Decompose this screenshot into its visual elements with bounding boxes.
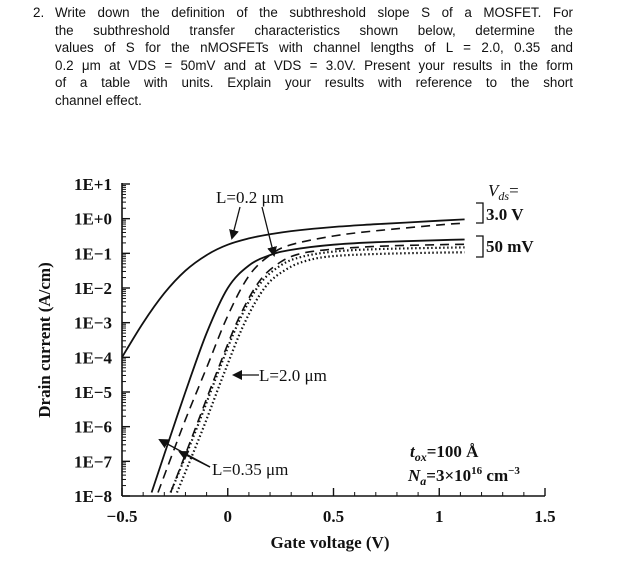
x-tick-labels: [107, 507, 556, 526]
x-axis-label: Gate voltage (V): [270, 533, 390, 552]
na-unit: cm: [482, 466, 509, 485]
x-tick-label: 0.5: [322, 507, 345, 526]
na-symbol: N: [408, 466, 421, 485]
vds-high-label: 3.0 V: [486, 205, 524, 224]
y-tick-label: 1E−3: [73, 313, 112, 333]
question-line: channel effect.: [55, 92, 142, 108]
x-tick-label: 1: [435, 507, 444, 526]
na-subscript: a: [420, 474, 427, 488]
na-exponent: 16: [471, 465, 483, 477]
y-tick-label: 1E−4: [73, 348, 112, 368]
y-tick-labels: [74, 175, 113, 506]
x-tick-label: 1.5: [534, 507, 556, 526]
x-tick-label: 0: [223, 507, 232, 526]
na-value: =3×10: [426, 466, 472, 485]
tox-label: [410, 442, 479, 464]
x-tick-label: −0.5: [106, 507, 138, 526]
annotation-l20: L=2.0 μm: [259, 366, 327, 385]
y-axis-label: Drain current (A/cm): [35, 262, 54, 418]
na-label: [407, 465, 520, 488]
vds-subscript: ds: [498, 189, 510, 203]
annotation-l02: L=0.2 μm: [216, 188, 284, 207]
y-tick-label: 1E−1: [73, 244, 112, 264]
vds-equals: =: [509, 181, 519, 200]
axis-ticks: [122, 184, 545, 496]
question-line: 0.2 μm at VDS = 50mV and at VDS = 3.0V. Present your results in the form: [55, 57, 573, 73]
y-tick-label: 1E−6: [73, 417, 112, 437]
y-tick-label: 1E−7: [73, 452, 112, 472]
bracket-high: [476, 203, 483, 223]
arrow-l02-b: [262, 207, 274, 255]
question-line: of a table with units. Explain your results with reference to the short: [55, 75, 573, 90]
annotation-l035: L=0.35 μm: [212, 460, 289, 479]
arrow-l035-b: [180, 452, 210, 467]
y-tick-label: 1E+0: [73, 209, 112, 229]
question-line: values of S for the nMOSFETs with channel lengths of L = 2.0, 0.35 and: [55, 40, 573, 55]
y-tick-label: 1E+1: [73, 175, 112, 194]
bracket-low: [476, 236, 483, 257]
y-tick-label: 1E−8: [73, 487, 112, 506]
na-unit-exponent: −3: [508, 465, 520, 477]
question-number: 2.: [33, 5, 45, 20]
vds-symbol: V: [488, 181, 499, 200]
vds-label: [488, 181, 519, 203]
vds-low-label: 50 mV: [486, 237, 534, 256]
tox-subscript: ox: [414, 450, 427, 464]
y-tick-label: 1E−5: [73, 383, 112, 402]
tox-symbol: t: [410, 442, 415, 461]
question-line: the subthreshold transfer characteristics shown below, determine the: [55, 22, 573, 38]
question-line: Write down the definition of the subthreshold slope S of a MOSFET. For: [55, 5, 573, 20]
y-tick-label: 1E−2: [73, 279, 112, 298]
arrow-l02-a: [232, 207, 240, 238]
tox-value: =100 Å: [426, 442, 479, 461]
plot-frame: [122, 183, 545, 496]
